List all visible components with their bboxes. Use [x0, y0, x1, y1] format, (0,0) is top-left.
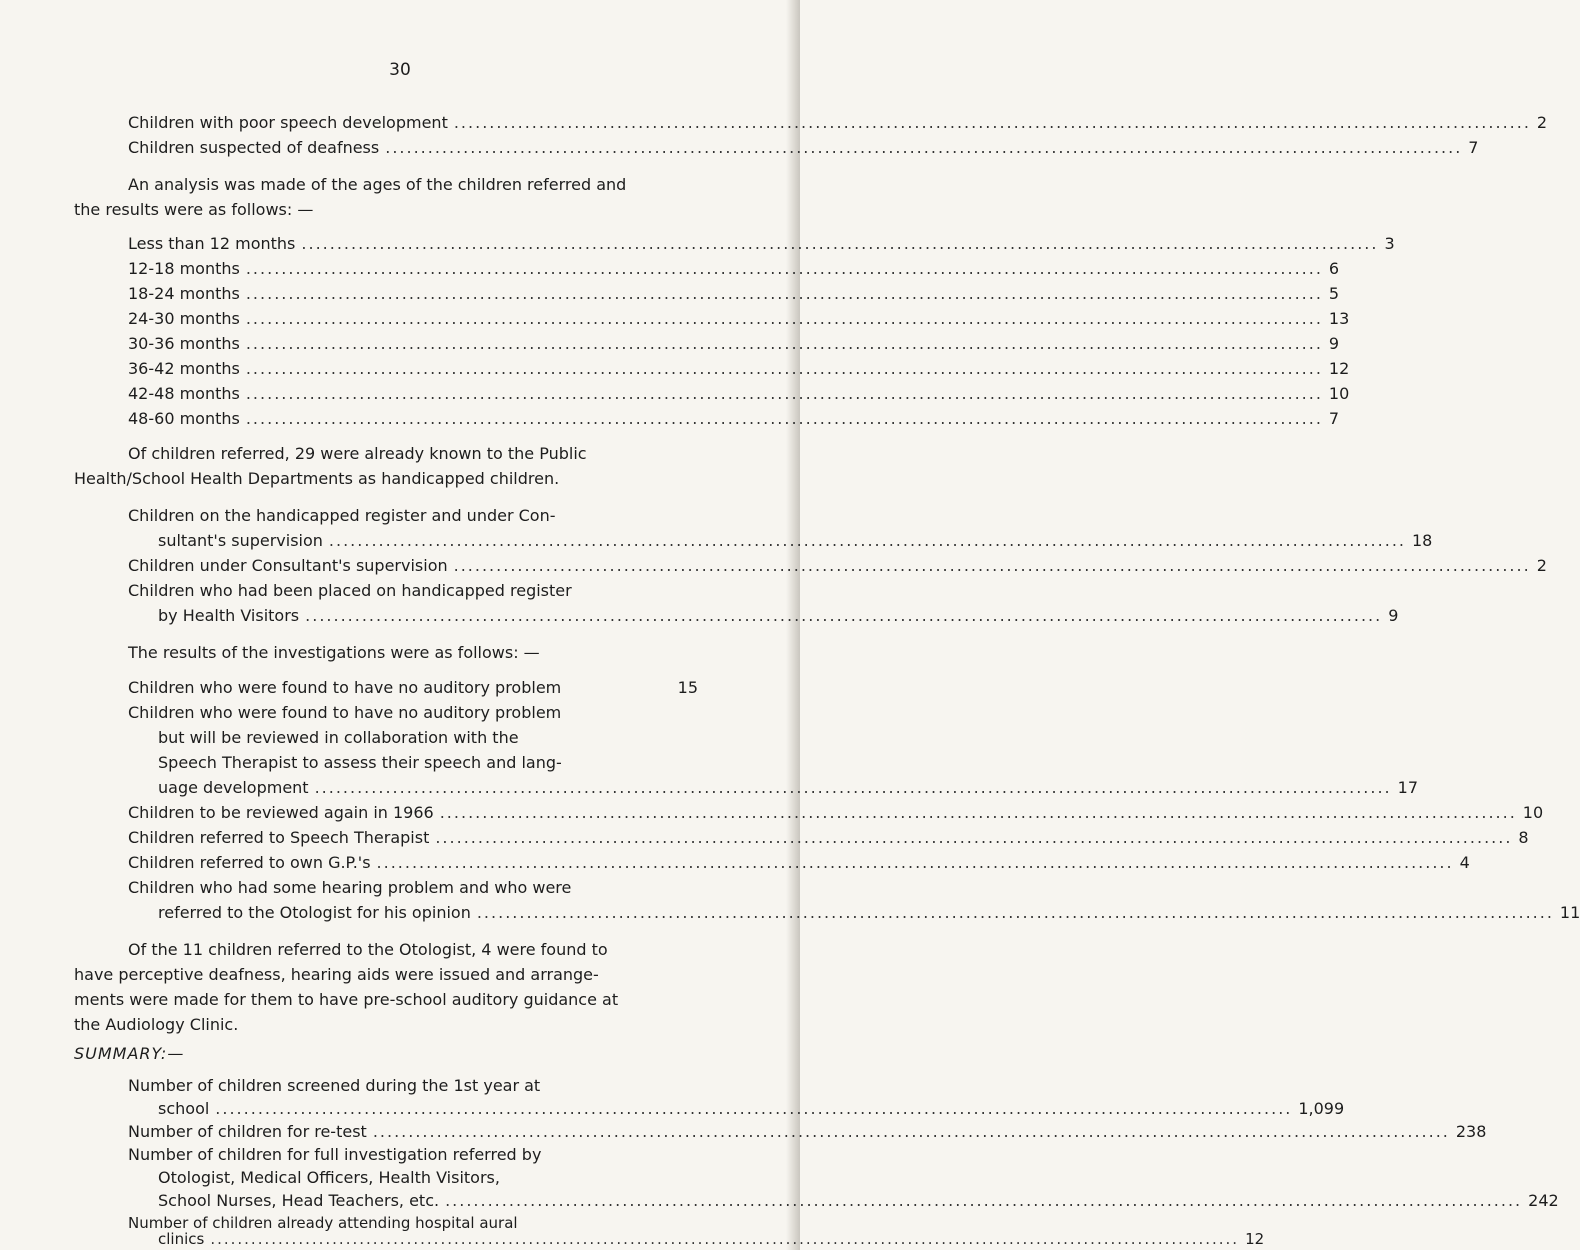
result-value: 17: [1397, 778, 1418, 797]
item-value: 2: [1536, 113, 1548, 132]
item-suspected-deafness: [128, 138, 1479, 157]
result-value: 15: [677, 678, 698, 697]
summary-label: Number of children for re-test: [128, 1122, 367, 1141]
known-para-line2: Health/School Health Departments as handicapped children.: [74, 469, 560, 488]
age-group-value: 10: [1328, 384, 1350, 403]
age-group-label: 18-24 months: [128, 284, 240, 303]
otologist-para-line1: Of the 11 children referred to the Otologist, 4 were found to: [128, 940, 608, 959]
age-group-value: 5: [1328, 284, 1340, 303]
age-group-value: 6: [1328, 259, 1340, 278]
age-group-label: 48-60 months: [128, 409, 240, 428]
summary-label: clinics: [158, 1230, 205, 1248]
dot-leader: ........................................................................................................................................................: [372, 1122, 1450, 1141]
result-review-line1: Children who were found to have no auditory problem: [128, 703, 562, 722]
result-otologist: [158, 903, 1580, 922]
dot-leader: ........................................................................................................................................................: [245, 259, 1323, 278]
dot-leader: ........................................................................................................................................................: [453, 556, 1531, 575]
register-item-label: sultant's supervision: [158, 531, 323, 550]
analysis-intro-line1: An analysis was made of the ages of the children referred and: [128, 175, 627, 194]
result-no-problem: [128, 678, 698, 697]
age-group-row: [128, 384, 1350, 403]
dot-leader: ........................................................................................................................................................: [328, 531, 1406, 550]
age-group-row: [128, 334, 1340, 353]
age-group-row: [128, 409, 1340, 428]
result-label: Children referred to Speech Therapist: [128, 828, 430, 847]
dot-leader: ........................................................................................................................................................: [245, 309, 1323, 328]
age-group-row: [128, 259, 1340, 278]
result-label: Children referred to own G.P.'s: [128, 853, 371, 872]
dot-leader: ........................................................................................................................................................: [435, 828, 1513, 847]
dot-leader: ........................................................................................................................................................: [385, 138, 1463, 157]
dot-leader: ........................................................................................................................................................: [439, 803, 1517, 822]
age-group-label: 12-18 months: [128, 259, 240, 278]
item-poor-speech: [128, 113, 1548, 132]
dot-leader: ........................................................................................................................................................: [215, 1099, 1293, 1118]
known-para-line1: Of children referred, 29 were already known to the Public: [128, 444, 587, 463]
dot-leader: ........................................................................................................................................................: [445, 1191, 1523, 1210]
result-label: referred to the Otologist for his opinion: [158, 903, 471, 922]
dot-leader: ........................................................................................................................................................: [301, 234, 1379, 253]
summary-aural-line1: Number of children already attending hospital aural: [128, 1214, 518, 1232]
dot-leader: ........................................................................................................................................................: [305, 606, 1383, 625]
summary-value: 12: [1245, 1230, 1265, 1248]
register-item3: [158, 606, 1399, 625]
age-group-row: [128, 359, 1350, 378]
summary-screened-line1: Number of children screened during the 1st year at: [128, 1076, 541, 1095]
analysis-intro-line2: the results were as follows: —: [74, 200, 314, 219]
age-group-label: 42-48 months: [128, 384, 240, 403]
register-item1-line1: Children on the handicapped register and under Con-: [128, 506, 556, 525]
dot-leader: ........................................................................................................................................................: [245, 284, 1323, 303]
summary-value: 1,099: [1298, 1099, 1345, 1118]
result-label: Children to be reviewed again in 1966: [128, 803, 434, 822]
dot-leader: ........................................................................................................................................................: [245, 409, 1323, 428]
age-group-label: 30-36 months: [128, 334, 240, 353]
summary-investigation-line2: Otologist, Medical Officers, Health Visitors,: [158, 1168, 500, 1187]
result-review-line2: but will be reviewed in collaboration with the: [158, 728, 519, 747]
register-item-value: 18: [1411, 531, 1433, 550]
age-group-value: 7: [1328, 409, 1340, 428]
summary-retest: [128, 1122, 1487, 1141]
page-number: 30: [389, 60, 411, 80]
age-group-value: 12: [1328, 359, 1350, 378]
age-group-value: 9: [1328, 334, 1340, 353]
item-label: Children suspected of deafness: [128, 138, 380, 157]
register-item-value: 2: [1536, 556, 1547, 575]
result-label: uage development: [158, 778, 309, 797]
result-review-line3: Speech Therapist to assess their speech and lang-: [158, 753, 562, 772]
result-value: 10: [1522, 803, 1544, 822]
results-intro: The results of the investigations were as follows: —: [128, 643, 540, 662]
result-value: 8: [1518, 828, 1529, 847]
page-edge-shadow: [786, 0, 800, 1250]
result-speech-therapist: [128, 828, 1529, 847]
result-review-1966: [128, 803, 1544, 822]
age-group-row: [128, 284, 1340, 303]
summary-label: School Nurses, Head Teachers, etc.: [158, 1191, 440, 1210]
register-item-value: 9: [1388, 606, 1399, 625]
age-group-row: [128, 309, 1350, 328]
summary-aural: [158, 1230, 1265, 1248]
summary-investigation: [158, 1191, 1559, 1210]
summary-value: 238: [1455, 1122, 1487, 1141]
dot-leader: ........................................................................................................................................................: [245, 359, 1323, 378]
dot-leader: ........................................................................................................................................................: [476, 903, 1554, 922]
result-value: 11: [1559, 903, 1580, 922]
dot-leader: ........................................................................................................................................................: [376, 853, 1454, 872]
otologist-para-line3: ments were made for them to have pre-school auditory guidance at: [74, 990, 619, 1009]
age-group-value: 3: [1384, 234, 1395, 253]
register-item2: [128, 556, 1547, 575]
summary-heading: SUMMARY:—: [74, 1044, 185, 1063]
summary-label: school: [158, 1099, 210, 1118]
result-review: [158, 778, 1418, 797]
result-value: 4: [1459, 853, 1470, 872]
item-label: Children with poor speech development: [128, 113, 448, 132]
dot-leader: ........................................................................................................................................................: [245, 334, 1323, 353]
register-item3-line1: Children who had been placed on handicapped register: [128, 581, 572, 600]
dot-leader: ........................................................................................................................................................: [453, 113, 1531, 132]
age-group-value: 13: [1328, 309, 1350, 328]
otologist-para-line4: the Audiology Clinic.: [74, 1015, 239, 1034]
age-group-label: 24-30 months: [128, 309, 240, 328]
otologist-para-line2: have perceptive deafness, hearing aids were issued and arrange-: [74, 965, 599, 984]
register-item-label: by Health Visitors: [158, 606, 300, 625]
dot-leader: ........................................................................................................................................................: [245, 384, 1323, 403]
register-item-label: Children under Consultant's supervision: [128, 556, 448, 575]
result-label: Children who were found to have no auditory problem: [128, 678, 562, 697]
age-group-label: 36-42 months: [128, 359, 240, 378]
summary-investigation-line1: Number of children for full investigation referred by: [128, 1145, 542, 1164]
summary-screened: [158, 1099, 1345, 1118]
dot-leader: ........................................................................................................................................................: [314, 778, 1392, 797]
summary-value: 242: [1528, 1191, 1559, 1210]
result-otologist-line1: Children who had some hearing problem and who were: [128, 878, 572, 897]
dot-leader: ........................................................................................................................................................: [210, 1230, 1240, 1248]
item-value: 7: [1468, 138, 1479, 157]
age-group-row: [128, 234, 1395, 253]
age-group-label: Less than 12 months: [128, 234, 296, 253]
result-own-gp: [128, 853, 1470, 872]
register-item1: [158, 531, 1433, 550]
